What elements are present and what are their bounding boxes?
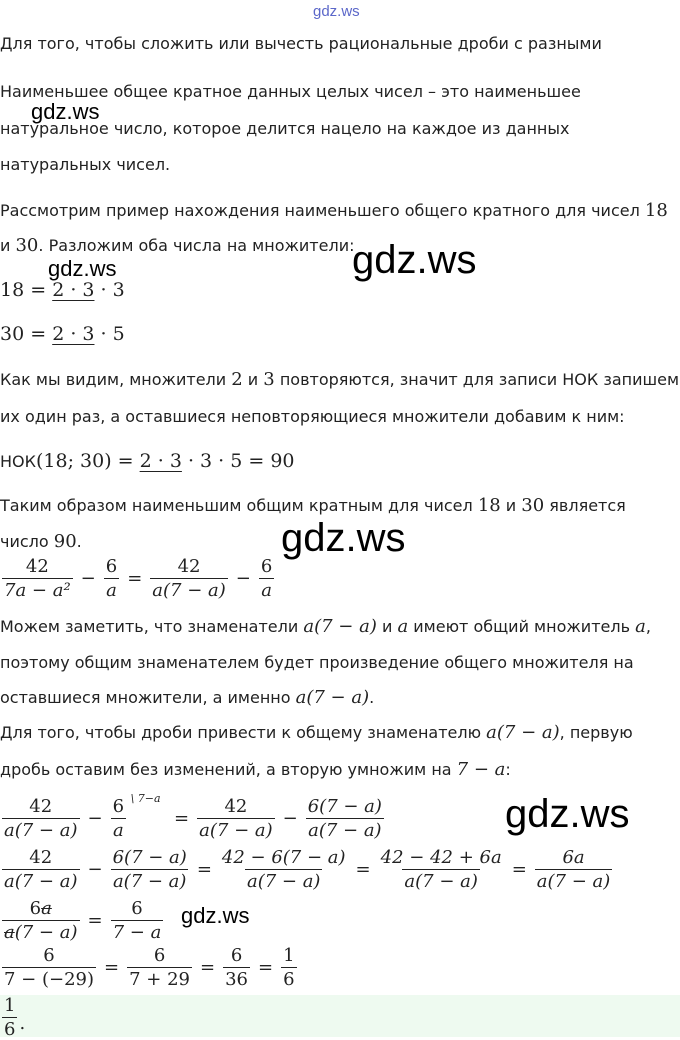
multiplier-superscript: \ 7−a — [130, 792, 161, 805]
watermark: gdz.ws — [352, 238, 477, 282]
text: оставшиеся множители, а именно — [0, 688, 296, 707]
numerator: 1 — [283, 945, 295, 966]
equals-sign: = — [127, 568, 143, 589]
equals-sign: = — [200, 957, 216, 978]
fraction — [379, 847, 504, 892]
text: дробь оставим без изменений, а вторую умножим на — [0, 760, 457, 779]
text: Таким образом наименьшим общим кратным для чисел — [0, 496, 478, 515]
fraction — [197, 796, 275, 841]
paragraph-common-denominator-1 — [0, 723, 633, 743]
minus-sign: − — [235, 568, 251, 589]
fraction — [2, 847, 80, 892]
fraction — [220, 847, 348, 892]
math-underlined: 2 · 3 — [52, 279, 95, 301]
text: повторяются, значит для записи НОК запишем — [274, 370, 680, 389]
fraction — [111, 847, 189, 892]
numerator: 42 — [25, 556, 49, 577]
paragraph-common-denominator-2 — [0, 760, 511, 780]
denominator: 6 — [283, 969, 295, 990]
denominator: a(7 − a) — [112, 871, 187, 892]
numerator: 6(7 − a) — [112, 847, 187, 868]
text: число — [0, 532, 54, 551]
answer-period: . — [19, 1013, 26, 1034]
denominator: a(7 − a) — [308, 820, 382, 841]
math-expr: a(7 − a) — [486, 722, 560, 743]
math: · 3 — [94, 279, 125, 301]
math-number: 3 — [263, 369, 275, 390]
numerator: 42 — [29, 796, 53, 817]
equals-sign: = — [258, 957, 274, 978]
equation-5 — [0, 945, 299, 990]
fraction — [259, 556, 274, 601]
minus-sign: − — [80, 568, 96, 589]
fraction — [2, 796, 80, 841]
answer-block — [0, 995, 680, 1040]
numerator: 42 — [224, 796, 248, 817]
paragraph-lcm-def-3: натуральных чисел. — [0, 155, 171, 174]
numerator: 6(7 − a) — [307, 796, 382, 817]
cancelled-factor: a — [41, 898, 52, 919]
denominator: 36 — [225, 969, 248, 990]
math: · 3 · 5 = 90 — [181, 450, 295, 472]
math-number: 30 — [521, 495, 545, 516]
watermark: gdz.ws — [181, 903, 250, 928]
watermark: gdz.ws — [31, 99, 100, 124]
fraction — [281, 945, 296, 990]
numerator: 6 — [153, 945, 166, 966]
equals-sign: = — [355, 859, 371, 880]
fraction — [150, 556, 228, 601]
watermark: gdz.ws — [48, 256, 117, 281]
text: и — [242, 370, 264, 389]
denominator: a — [106, 580, 117, 601]
answer-fraction — [0, 995, 25, 1040]
text: Как мы видим, множители — [0, 370, 232, 389]
numerator: 6 — [131, 898, 143, 919]
watermark: gdz.ws — [505, 792, 630, 836]
equation-1 — [0, 556, 276, 601]
denominator-rest: (7 − a) — [14, 922, 78, 943]
denominator: 7 − a — [112, 922, 162, 943]
numerator: 6 — [43, 945, 55, 966]
watermark: gdz.ws — [281, 516, 406, 560]
minus-sign: − — [87, 859, 103, 880]
fraction — [104, 556, 119, 601]
numerator — [28, 898, 54, 920]
math-number: 30 — [15, 235, 39, 256]
numerator: 6 — [230, 945, 243, 966]
text: и — [376, 617, 398, 636]
equation-3 — [0, 847, 614, 892]
denominator: a(7 − a) — [152, 580, 226, 601]
numerator: 42 — [29, 847, 53, 868]
denominator: a(7 − a) — [404, 871, 478, 892]
math-number: 18 — [477, 495, 501, 516]
fraction — [111, 792, 161, 841]
paragraph-lcm-def-1: Наименьшее общее кратное данных целых чисел – это наименьшее — [0, 82, 581, 101]
numerator: 6 — [112, 796, 125, 817]
math-expr: a — [635, 616, 646, 637]
numerator: 1 — [4, 995, 16, 1016]
fraction — [2, 945, 96, 990]
denominator: a(7 − a) — [246, 871, 321, 892]
paragraph-conclusion-2 — [0, 532, 82, 552]
fraction — [127, 945, 192, 990]
equals-sign: = — [87, 910, 103, 931]
numerator-digit: 6 — [29, 898, 42, 919]
text: . Разложим оба числа на множители: — [38, 236, 355, 255]
denominator: a(7 − a) — [199, 820, 273, 841]
minus-sign: − — [282, 808, 298, 829]
paragraph-intro: Для того, чтобы сложить или вычесть рациональные дроби с разными — [0, 34, 602, 53]
fraction — [535, 847, 613, 892]
denominator: a(7 − a) — [4, 871, 78, 892]
fraction — [223, 945, 250, 990]
math-expr: a(7 − a) — [295, 687, 370, 708]
text: , — [645, 617, 651, 636]
denominator: a(7 − a) — [536, 871, 611, 892]
denominator — [2, 920, 80, 943]
fraction — [111, 898, 164, 943]
math-underlined: 2 · 3 — [139, 450, 182, 472]
factor-30 — [0, 323, 125, 345]
fraction — [306, 796, 384, 841]
paragraph-example-1 — [0, 201, 668, 221]
text: является — [544, 496, 626, 515]
math: 30 = — [0, 323, 53, 345]
text: и — [0, 236, 16, 255]
paragraph-lcm-def-2: натуральное число, которое делится нацело на каждое из данных — [0, 119, 570, 138]
math: 18 = — [0, 279, 53, 301]
text: , первую — [559, 723, 633, 742]
lcm-label: НОК — [0, 452, 36, 471]
cancelled-factor: a — [4, 922, 15, 943]
fraction — [2, 556, 73, 601]
math: · 5 — [94, 323, 125, 345]
paragraph-denominator-1 — [0, 617, 651, 637]
paragraph-denominator-3 — [0, 688, 374, 708]
paragraph-denominator-2: поэтому общим знаменателем будет произведение общего множителя на — [0, 653, 634, 672]
text: Для того, чтобы дроби привести к общему знаменателю — [0, 723, 487, 742]
math-number: 90 — [53, 531, 77, 552]
math-number: 2 — [231, 369, 243, 390]
numerator: 6 — [260, 556, 273, 577]
fraction — [2, 898, 80, 943]
numerator: 6a — [562, 847, 585, 868]
denominator: 7a − a² — [4, 580, 71, 601]
math-expr: a — [397, 616, 409, 637]
paragraph-observation-2: их один раз, а оставшиеся неповторяющиеся множители добавим к ним: — [0, 407, 625, 426]
watermark-top: gdz.ws — [313, 3, 360, 20]
denominator: 7 − (−29) — [4, 969, 95, 990]
numerator: 42 − 6(7 − a) — [221, 847, 346, 868]
math: (18; 30) = — [35, 450, 140, 472]
text: . — [76, 532, 82, 551]
denominator: a — [261, 580, 272, 601]
equals-sign: = — [511, 859, 527, 880]
paragraph-conclusion-1 — [0, 496, 626, 516]
equals-sign: = — [196, 859, 212, 880]
equals-sign: = — [174, 808, 190, 829]
equals-sign: = — [104, 957, 120, 978]
math-number: 18 — [644, 200, 668, 221]
factor-18 — [0, 279, 125, 301]
math-underlined: 2 · 3 — [52, 323, 95, 345]
numerator: 42 — [177, 556, 201, 577]
numerator: 6 — [105, 556, 118, 577]
math-expr: a(7 − a) — [303, 616, 377, 637]
denominator: a — [112, 820, 124, 841]
text: и — [500, 496, 522, 515]
text: : — [505, 760, 511, 779]
fraction — [2, 995, 17, 1040]
text: Рассмотрим пример нахождения наименьшего общего кратного для чисел — [0, 201, 645, 220]
paragraph-observation-1 — [0, 370, 679, 390]
math-expr: 7 − a — [456, 759, 506, 780]
minus-sign: − — [87, 808, 103, 829]
denominator: 7 + 29 — [129, 969, 190, 990]
text: . — [369, 688, 375, 707]
numerator: 42 − 42 + 6a — [380, 847, 502, 868]
equation-4 — [0, 898, 165, 943]
text: Можем заметить, что знаменатели — [0, 617, 304, 636]
equation-2 — [0, 792, 386, 841]
paragraph-example-2 — [0, 236, 354, 256]
text: имеют общий множитель — [408, 617, 636, 636]
lcm-line — [0, 450, 295, 472]
denominator: a(7 − a) — [4, 820, 78, 841]
denominator: 6 — [4, 1019, 16, 1040]
